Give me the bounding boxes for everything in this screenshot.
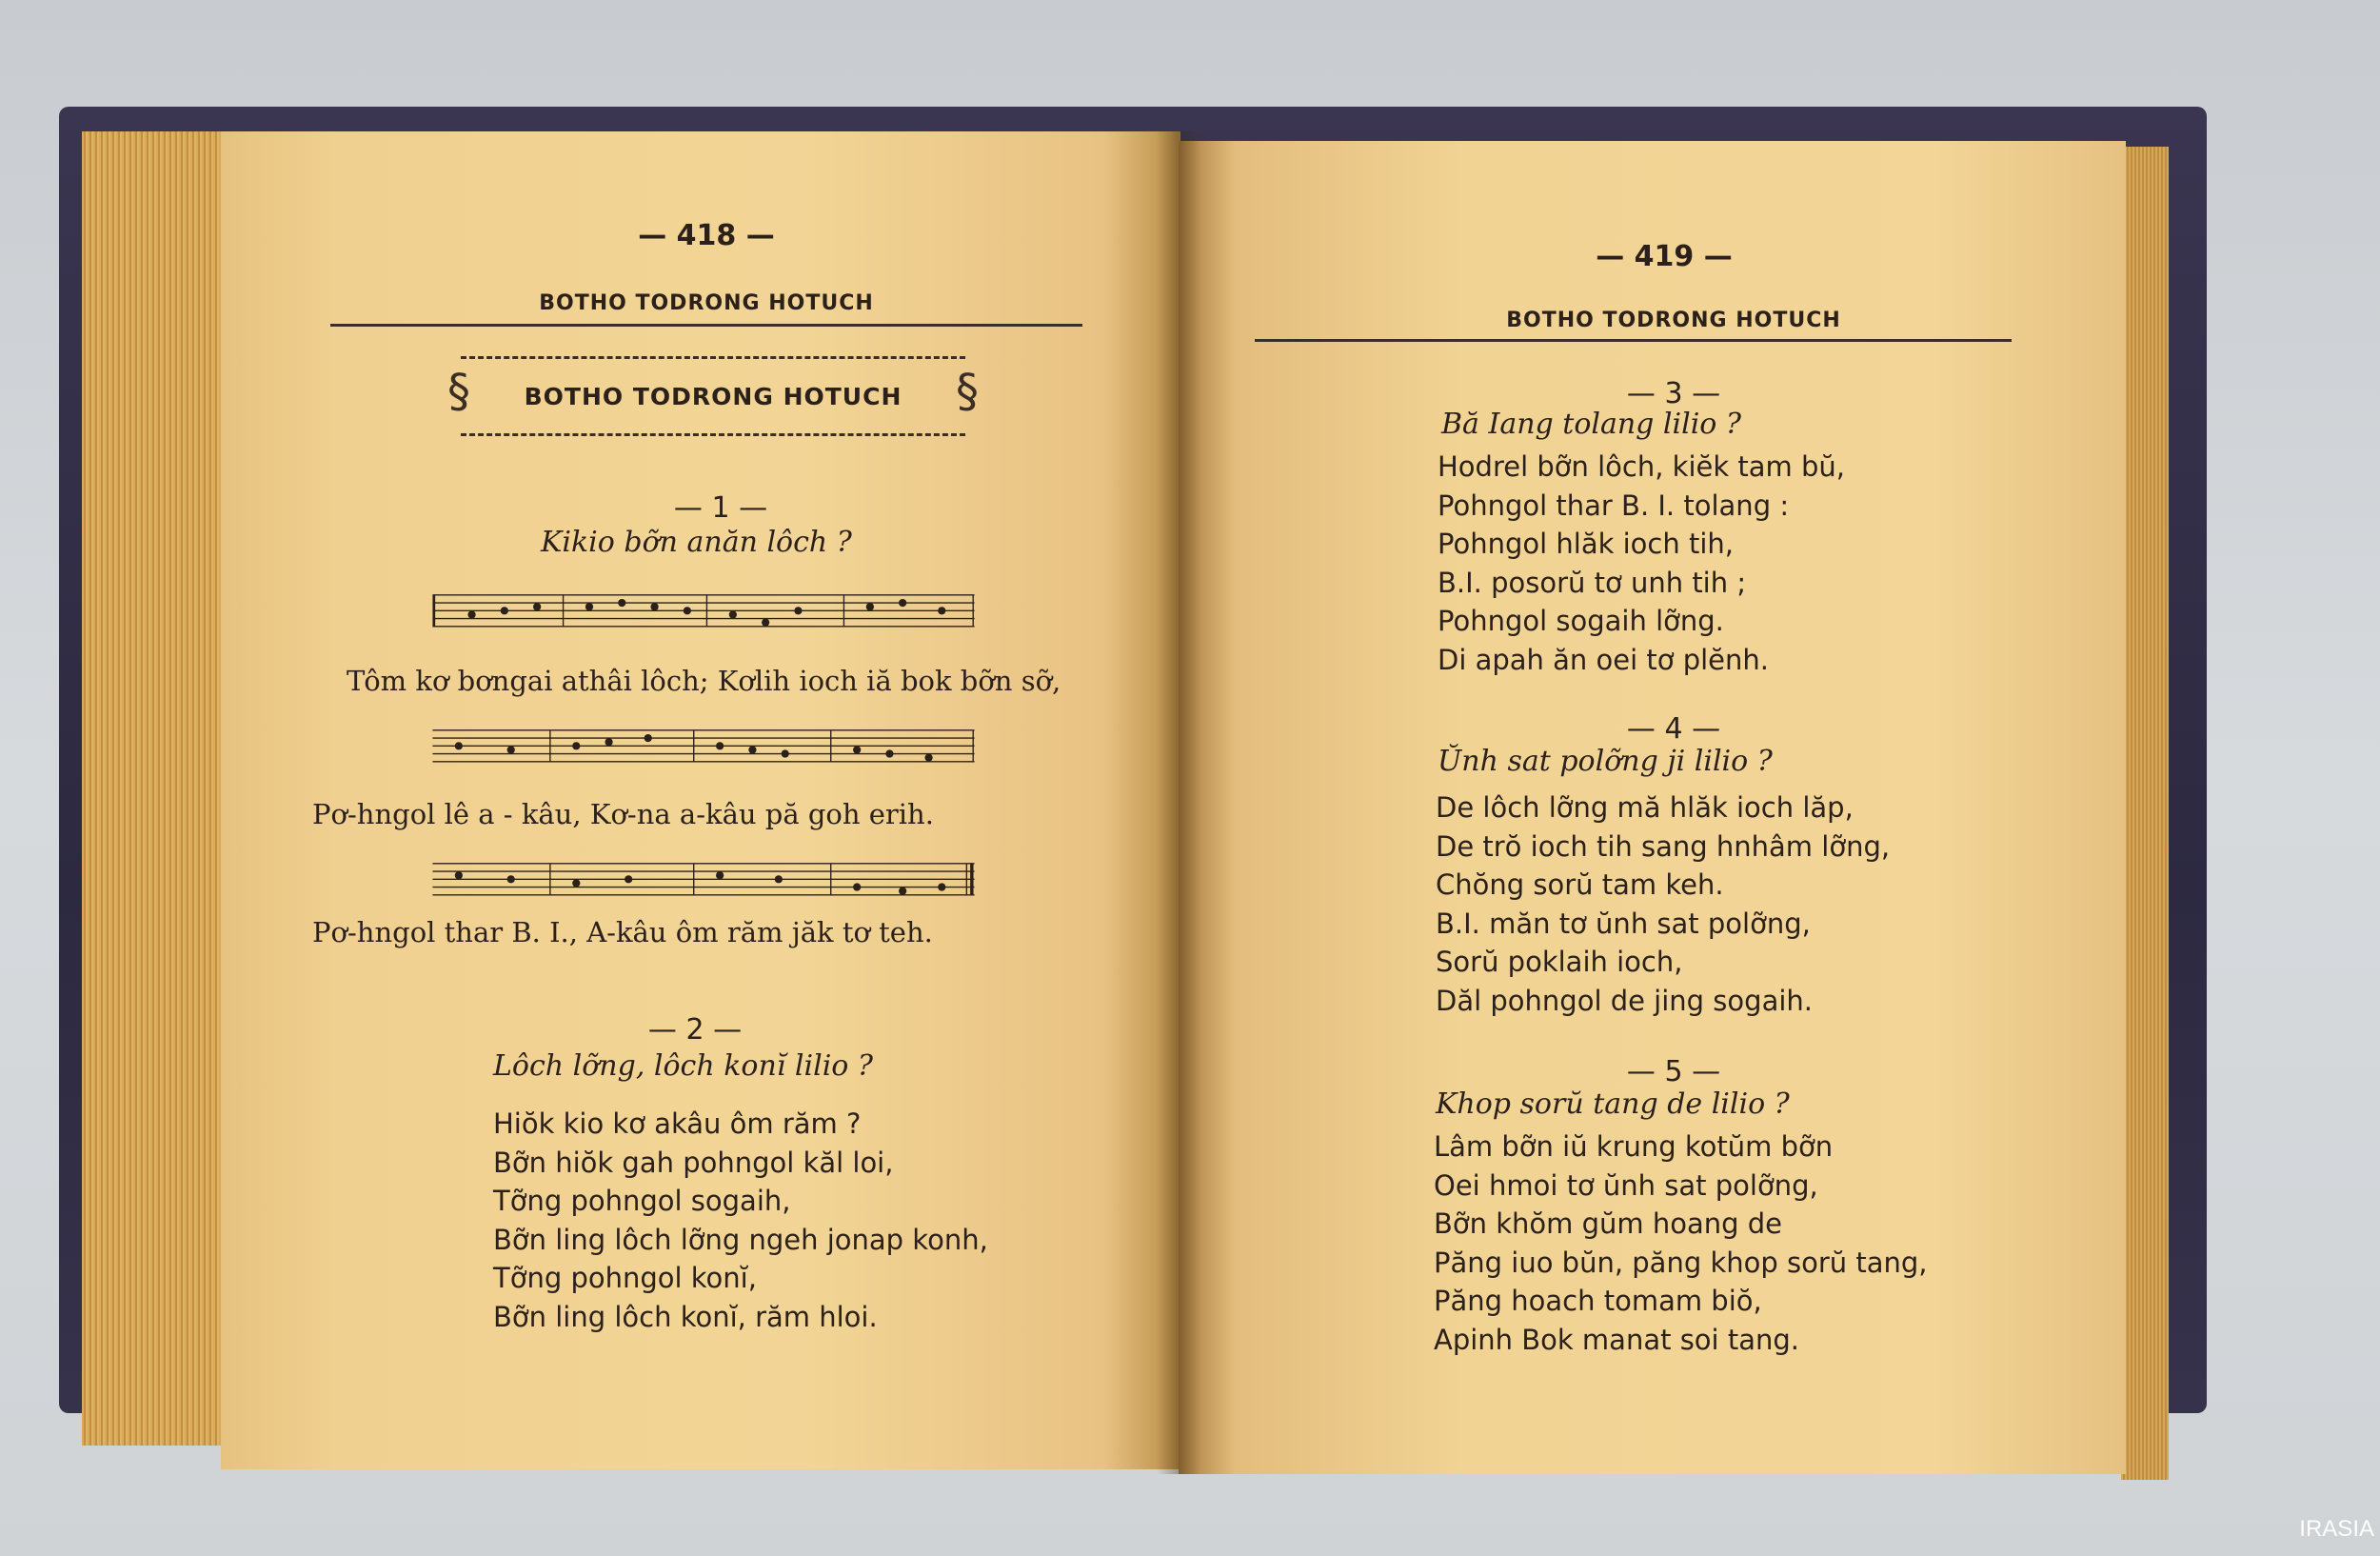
verse-line: Apinh Bok manat soi tang. <box>1434 1323 1799 1356</box>
section-heading: Ŭnh sat polỡng ji lilio ? <box>1438 745 1773 778</box>
book-spine-gutter <box>1157 131 1200 1474</box>
scroll-ornament-icon: § <box>447 365 470 418</box>
lyric-line: Pơ-hngol lê a - kâu, Kơ-na a-kâu pă goh erih. <box>312 798 934 830</box>
header-rule <box>1255 339 2012 342</box>
lyric-line: Pơ-hngol thar B. I., A-kâu ôm răm jăk tơ teh. <box>312 916 933 948</box>
verse-block <box>493 1105 988 1337</box>
verse-line: Hiŏk kio kơ akâu ôm răm ? <box>493 1107 862 1140</box>
section-number: — 4 — <box>1626 712 1721 746</box>
verse-block <box>1438 448 1845 680</box>
verse-line: Di apah ăn oei tơ plĕnh. <box>1438 643 1769 676</box>
verse-line: Pohngol sogaih lỡng. <box>1438 605 1724 638</box>
verse-line: De lôch lỡng mă hlăk ioch lăp, <box>1436 791 1854 824</box>
verse-line: Chŏng sorŭ tam keh. <box>1436 868 1724 902</box>
page-number: — 418 — <box>638 219 775 252</box>
running-head: BOTHO TODRONG HOTUCH <box>539 291 874 315</box>
verse-line: Pohngol thar B. I. tolang : <box>1438 489 1790 522</box>
verse-line: Păng hoach tomam biŏ, <box>1434 1285 1762 1318</box>
verse-line: De trŏ ioch tih sang hnhâm lỡng, <box>1436 829 1891 863</box>
verse-line: Bỡn ling lôch konĭ, răm hloi. <box>493 1300 878 1333</box>
section-number: — 5 — <box>1626 1055 1721 1088</box>
verse-line: Dăl pohngol de jing sogaih. <box>1436 984 1813 1017</box>
running-head: BOTHO TODRONG HOTUCH <box>1506 309 1841 332</box>
page-number: — 419 — <box>1596 240 1733 273</box>
section-heading: Kikio bỡn anăn lôch ? <box>541 526 852 559</box>
section-number: — 2 — <box>647 1013 743 1047</box>
section-number: — 1 — <box>673 491 768 525</box>
verse-line: Bỡn khŏm gŭm hoang de <box>1434 1207 1783 1241</box>
section-heading: Khop sorŭ tang de lilio ? <box>1436 1087 1790 1121</box>
music-staff <box>308 588 1099 634</box>
watermark: IRASIA <box>2299 1516 2374 1542</box>
right-page-edges <box>2121 147 2169 1480</box>
verse-line: Hodrel bỡn lôch, kiĕk tam bŭ, <box>1438 450 1845 483</box>
verse-line: Sorŭ poklaih ioch, <box>1436 946 1683 979</box>
verse-line: B.I. măn tơ ŭnh sat polỡng, <box>1436 907 1811 940</box>
header-rule <box>330 324 1082 327</box>
verse-line: Bỡn ling lôch lỡng ngeh jonap konh, <box>493 1223 988 1256</box>
left-page-edges <box>82 131 225 1446</box>
section-number: — 3 — <box>1626 377 1721 410</box>
scroll-ornament-icon: § <box>956 365 979 418</box>
verse-line: Oei hmoi tơ ŭnh sat polỡng, <box>1434 1168 1818 1202</box>
verse-block <box>1436 788 1890 1021</box>
music-staff <box>308 857 1099 903</box>
verse-line: Lâm bỡn iŭ krung kotŭm bỡn <box>1434 1130 1834 1163</box>
lyric-line: Tôm kơ bơngai athâi lôch; Kơlih ioch iă bok bỡn sỡ, <box>347 665 1061 697</box>
section-heading: Bă Iang tolang lilio ? <box>1441 408 1741 441</box>
verse-line: Păng iuo bŭn, păng khop sorŭ tang, <box>1434 1246 1928 1279</box>
verse-line: B.I. posorŭ tơ unh tih ; <box>1438 566 1747 599</box>
ornament-title-box <box>447 356 979 436</box>
right-page <box>1179 141 2126 1474</box>
ornament-title: BOTHO TODRONG HOTUCH <box>524 382 902 410</box>
section-heading: Lôch lỡng, lôch konĭ lilio ? <box>493 1049 873 1083</box>
verse-line: Pohngol hlăk ioch tih, <box>1438 528 1734 561</box>
verse-line: Tỡng pohngol sogaih, <box>493 1185 791 1218</box>
verse-block <box>1434 1127 1928 1360</box>
left-page <box>221 131 1180 1469</box>
verse-line: Tỡng pohngol konĭ, <box>493 1262 757 1295</box>
music-staff <box>308 724 1099 769</box>
verse-line: Bỡn hiŏk gah pohngol kăl loi, <box>493 1146 894 1179</box>
